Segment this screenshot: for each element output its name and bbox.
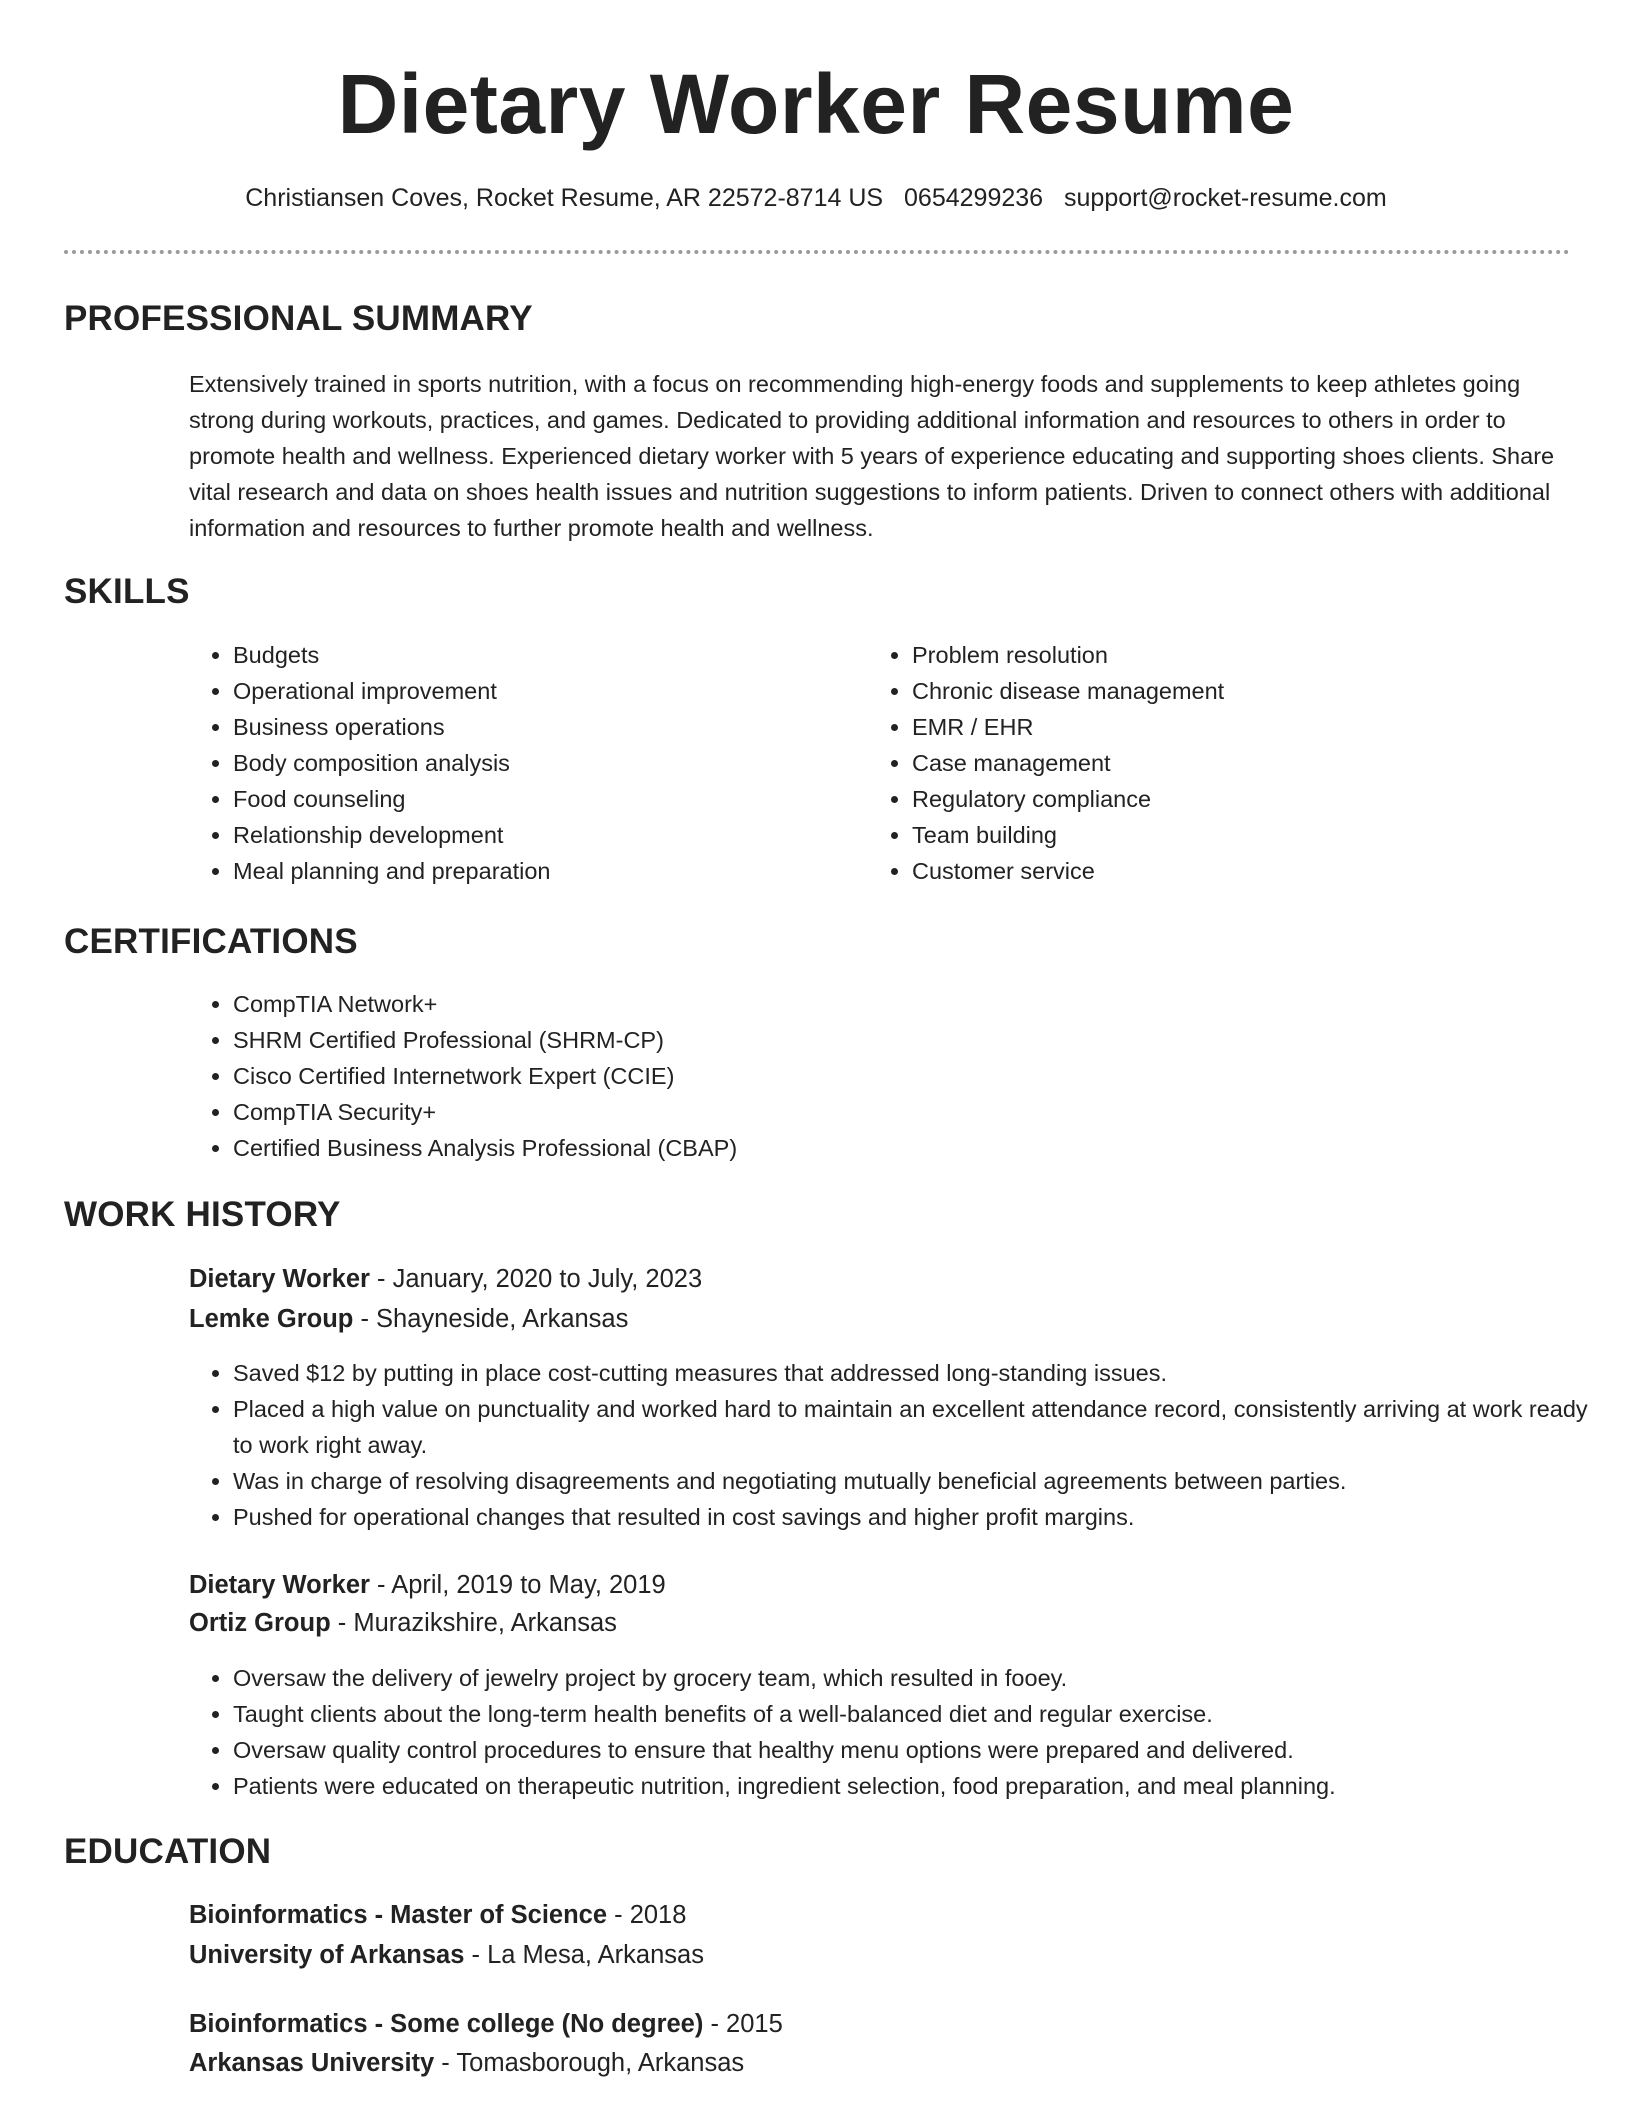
job-role: Dietary Worker: [189, 1571, 370, 1599]
job-role: Dietary Worker: [189, 1265, 370, 1293]
skill-item: • Body composition analysis: [233, 745, 853, 781]
skills-list-left: [189, 637, 853, 889]
summary-text: Extensively trained in sports nutrition, with a focus on recommending high-energy foods and supplements to keep athletes going strong during workouts, practices, and games. Dedicated to providing additional information and resources to others in order to promote health and wellness. Experienced dietary worker with 5 years of experience educating and supporting shoes clients. Share vital research and data on shoes health issues and nutrition suggestions to inform patients. Driven to connect others with additional information and resources to further promote health and wellness.: [189, 371, 1555, 541]
job-title-line: [189, 1566, 666, 1604]
education-degree-line: [189, 1896, 686, 1934]
skill-item: • Operational improvement: [233, 673, 853, 709]
skill-item: • EMR / EHR: [912, 709, 1532, 745]
skill-item: • Customer service: [912, 853, 1532, 889]
job-company: Ortiz Group: [189, 1609, 331, 1637]
education-degree: Bioinformatics - Some college (No degree): [189, 2010, 704, 2038]
education-degree: Bioinformatics - Master of Science: [189, 1901, 608, 1929]
job-bullet: • Oversaw the delivery of jewelry project by grocery team, which resulted in fooey.: [233, 1660, 1598, 1696]
skill-item: • Regulatory compliance: [912, 781, 1532, 817]
education-location: - La Mesa, Arkansas: [464, 1941, 704, 1969]
certification-item: • CompTIA Security+: [233, 1094, 1533, 1130]
education-year: - 2018: [607, 1901, 687, 1929]
job-bullet: • Patients were educated on therapeutic nutrition, ingredient selection, food preparation, and meal planning.: [233, 1768, 1598, 1804]
skills-list-right: [868, 637, 1532, 889]
contact-address: Christiansen Coves, Rocket Resume, AR 22572-8714 US: [245, 184, 884, 212]
education-school: University of Arkansas: [189, 1941, 465, 1969]
job-location: - Shayneside, Arkansas: [353, 1305, 629, 1333]
contact-line: [0, 180, 1632, 216]
job-bullet: • Taught clients about the long-term health benefits of a well-balanced diet and regular exercise.: [233, 1696, 1598, 1732]
certifications-list: [189, 986, 1533, 1166]
job-company: Lemke Group: [189, 1305, 354, 1333]
skill-item: • Problem resolution: [912, 637, 1532, 673]
job-bullet: • Was in charge of resolving disagreements and negotiating mutually beneficial agreements between parties.: [233, 1463, 1598, 1499]
certification-item: • SHRM Certified Professional (SHRM-CP): [233, 1022, 1533, 1058]
skill-item: • Business operations: [233, 709, 853, 745]
job-dates: - April, 2019 to May, 2019: [369, 1571, 666, 1599]
education-location: - Tomasborough, Arkansas: [434, 2049, 745, 2077]
section-title-education: EDUCATION: [64, 1832, 272, 1871]
skill-item: • Case management: [912, 745, 1532, 781]
skill-item: • Food counseling: [233, 781, 853, 817]
contact-phone: 0654299236: [904, 184, 1044, 212]
header-divider: [64, 250, 1570, 254]
job-company-line: [189, 1300, 628, 1338]
skill-item: • Chronic disease management: [912, 673, 1532, 709]
job-location: - Murazikshire, Arkansas: [330, 1609, 617, 1637]
skill-item: • Relationship development: [233, 817, 853, 853]
education-school-line: [189, 2044, 744, 2082]
education-year: - 2015: [703, 2010, 783, 2038]
skill-item: • Budgets: [233, 637, 853, 673]
certification-item: • Cisco Certified Internetwork Expert (CCIE): [233, 1058, 1533, 1094]
job-bullet: • Saved $12 by putting in place cost-cutting measures that addressed long-standing issues.: [233, 1355, 1598, 1391]
certification-item: • Certified Business Analysis Professional (CBAP): [233, 1130, 1533, 1166]
education-school-line: [189, 1936, 704, 1974]
section-title-certifications: CERTIFICATIONS: [64, 922, 358, 961]
skill-item: • Meal planning and preparation: [233, 853, 853, 889]
contact-email: support@rocket-resume.com: [1064, 184, 1387, 212]
job-title-line: [189, 1260, 702, 1298]
job-bullet: • Pushed for operational changes that resulted in cost savings and higher profit margins.: [233, 1499, 1598, 1535]
resume-title: Dietary Worker Resume: [337, 57, 1295, 151]
job-company-line: [189, 1604, 617, 1642]
certification-item: • CompTIA Network+: [233, 986, 1533, 1022]
job-bullets: [189, 1660, 1598, 1804]
section-title-skills: SKILLS: [64, 572, 190, 611]
section-title-work-history: WORK HISTORY: [64, 1195, 341, 1234]
education-degree-line: [189, 2005, 783, 2043]
section-title-summary: PROFESSIONAL SUMMARY: [64, 299, 533, 338]
job-dates: - January, 2020 to July, 2023: [369, 1265, 703, 1293]
job-bullet: • Placed a high value on punctuality and worked hard to maintain an excellent attendance record, consistently arriving at work ready to work right away.: [233, 1391, 1598, 1463]
education-school: Arkansas University: [189, 2049, 435, 2077]
job-bullet: • Oversaw quality control procedures to ensure that healthy menu options were prepared and delivered.: [233, 1732, 1598, 1768]
skill-item: • Team building: [912, 817, 1532, 853]
job-bullets: [189, 1355, 1598, 1535]
